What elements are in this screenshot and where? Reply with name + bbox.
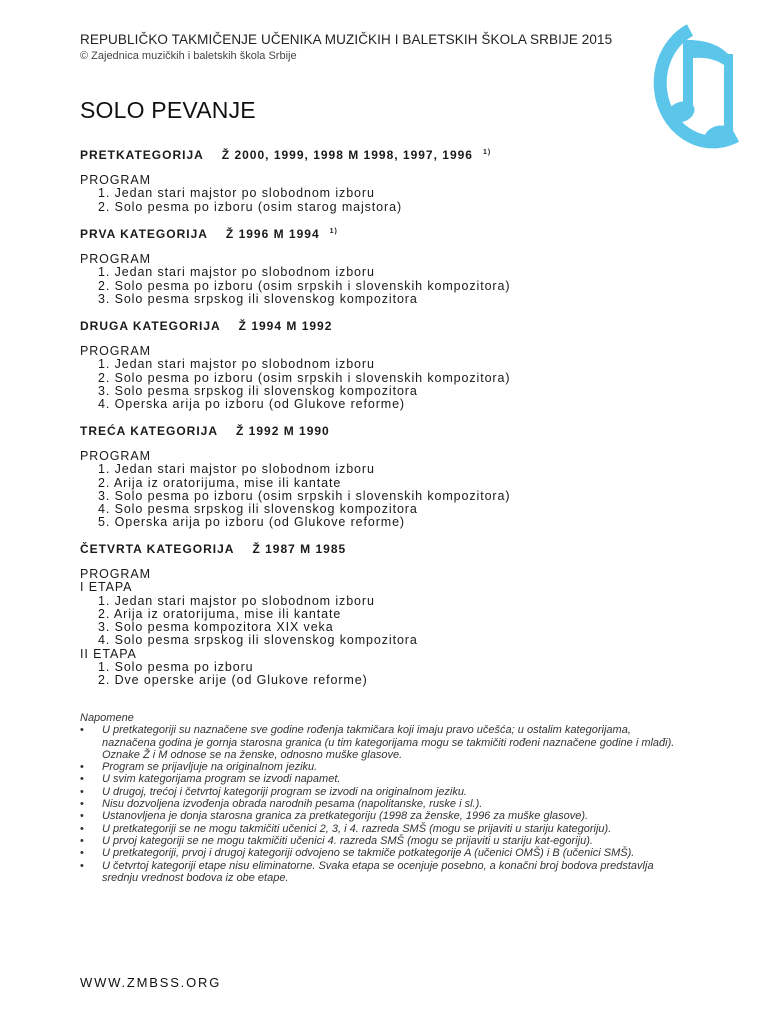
- header-title: REPUBLIČKO TAKMIČENJE UČENIKA MUZIČKIH I BALETSKIH ŠKOLA SRBIJE 2015: [80, 32, 613, 47]
- bullet-icon: •: [80, 810, 84, 823]
- note-text: U drugoj, trećoj i četvrtoj kategoriji program se izvodi na originalnom jeziku.: [102, 785, 467, 798]
- bullet-icon: •: [80, 859, 84, 872]
- program-item: 1. Jedan stari majstor po slobodnom izboru: [98, 357, 375, 372]
- note-text: U svim kategorijama program se izvodi napamet.: [102, 773, 341, 786]
- note-item: [80, 823, 684, 835]
- program-item: 2. Solo pesma po izboru (osim starog majstora): [98, 199, 403, 214]
- program-list: [80, 345, 700, 411]
- note-item: [80, 786, 684, 798]
- category-pre: [80, 148, 700, 214]
- category-years: Ž 1996 M 1994: [225, 227, 320, 241]
- program-item: 3. Solo pesma srpskog ili slovenskog kompozitora: [98, 383, 418, 398]
- stage-label: I ETAPA: [80, 580, 133, 595]
- program-item: 3. Solo pesma po izboru (osim srpskih i slovenskih kompozitora): [98, 488, 511, 503]
- category-third: [80, 424, 700, 530]
- footnote-mark: 1): [329, 228, 338, 235]
- note-item: [80, 835, 684, 847]
- note-text: U pretkategoriji, prvoj i drugoj kategoriji odvojeno se takmiče potkategorije A (učenici OMŠ) i B (učenici SMŠ).: [102, 847, 635, 860]
- category-name: TREĆA KATEGORIJA: [80, 424, 219, 438]
- note-item: [80, 860, 684, 885]
- category-heading: [80, 542, 700, 556]
- stage-label: II ETAPA: [80, 646, 137, 661]
- program-item: 4. Solo pesma srpskog ili slovenskog kompozitora: [98, 502, 418, 517]
- program-item: 2. Arija iz oratorijuma, mise ili kantate: [98, 606, 342, 621]
- category-first: [80, 227, 700, 306]
- program-item: 1. Jedan stari majstor po slobodnom izboru: [98, 462, 375, 477]
- note-item: [80, 847, 684, 859]
- category-name: PRETKATEGORIJA: [80, 148, 204, 162]
- program-item: 2. Solo pesma po izboru (osim srpskih i slovenskih kompozitora): [98, 278, 511, 293]
- category-name: DRUGA KATEGORIJA: [80, 319, 221, 333]
- category-years: Ž 1992 M 1990: [236, 424, 330, 438]
- page-title: SOLO PEVANJE: [80, 97, 256, 123]
- note-text: U pretkategoriji su naznačene sve godine rođenja takmičara koji imaju pravo učešća; u ostalim kategorijama, naznačena godina je gornja starosna granica (u tim kategorijama mogu se takmičiti rođeni naznačene godine i mlađi). Oznake Ž i M odnose se na ženske, odnosno muške glasove.: [102, 724, 675, 761]
- note-text: Program se prijavljuje na originalnom jeziku.: [102, 761, 318, 774]
- notes-label: Napomene: [80, 712, 134, 724]
- program-item: 1. Jedan stari majstor po slobodnom izboru: [98, 593, 375, 608]
- category-name: PRVA KATEGORIJA: [80, 227, 208, 241]
- category-heading: [80, 227, 700, 241]
- bullet-icon: •: [80, 834, 84, 847]
- category-years: Ž 1987 M 1985: [252, 542, 347, 556]
- notes-list: [80, 724, 684, 884]
- note-text: Nisu dozvoljena izvođenja obrada narodnih pesama (napolitanske, ruske i sl.).: [102, 798, 483, 811]
- category-years: Ž 2000, 1999, 1998 M 1998, 1997, 1996: [221, 148, 473, 162]
- program-item: 5. Operska arija po izboru (od Glukove reforme): [98, 515, 405, 530]
- category-heading: [80, 148, 700, 162]
- category-heading: [80, 319, 700, 333]
- note-item: [80, 761, 684, 773]
- note-item: [80, 773, 684, 785]
- program-item: 3. Solo pesma srpskog ili slovenskog kompozitora: [98, 291, 418, 306]
- note-text: Ustanovljena je donja starosna granica za pretkategoriju (1998 za ženske, 1996 za muške glasove).: [102, 810, 589, 823]
- note-item: [80, 798, 684, 810]
- category-fourth: [80, 542, 700, 688]
- note-item: [80, 724, 684, 761]
- program-item: 1. Jedan stari majstor po slobodnom izboru: [98, 265, 375, 280]
- program-label: PROGRAM: [80, 344, 151, 358]
- program-item: 2. Dve operske arije (od Glukove reforme): [98, 673, 368, 688]
- bullet-icon: •: [80, 798, 84, 811]
- bullet-icon: •: [80, 822, 84, 835]
- category-years: Ž 1994 M 1992: [238, 319, 333, 333]
- program-list: [80, 253, 700, 306]
- program-item: 1. Solo pesma po izboru: [98, 660, 254, 675]
- note-text: U prvoj kategoriji se ne mogu takmičiti učenici 4. razreda SMŠ (mogu se prijaviti u stariju kat-egoriju).: [102, 834, 593, 847]
- program-label: PROGRAM: [80, 252, 151, 266]
- program-item: 3. Solo pesma kompozitora XIX veka: [98, 620, 334, 635]
- program-label: PROGRAM: [80, 173, 151, 187]
- note-item: [80, 810, 684, 822]
- bullet-icon: •: [80, 761, 84, 774]
- bullet-icon: •: [80, 724, 84, 737]
- category-name: ČETVRTA KATEGORIJA: [80, 542, 235, 556]
- note-text: U četvrtoj kategoriji etape nisu eliminatorne. Svaka etapa se ocenjuje posebno, a konačni broj bodova predstavlja srednju vrednost bodova iz obe etape.: [102, 859, 654, 884]
- program-item: 2. Arija iz oratorijuma, mise ili kantate: [98, 475, 342, 490]
- program-label: PROGRAM: [80, 567, 151, 581]
- program-item: 2. Solo pesma po izboru (osim srpskih i slovenskih kompozitora): [98, 370, 511, 385]
- notes-section: [80, 712, 684, 884]
- bullet-icon: •: [80, 847, 84, 860]
- note-text: U pretkategoriji se ne mogu takmičiti učenici 2, 3, i 4. razreda SMŠ (mogu se prijaviti u stariju kategoriju).: [102, 822, 612, 835]
- bullet-icon: •: [80, 785, 84, 798]
- category-heading: [80, 424, 700, 438]
- program-item: 4. Solo pesma srpskog ili slovenskog kompozitora: [98, 633, 418, 648]
- category-second: [80, 319, 700, 411]
- program-item: 4. Operska arija po izboru (od Glukove reforme): [98, 397, 405, 412]
- bullet-icon: •: [80, 773, 84, 786]
- footnote-mark: 1): [482, 149, 492, 156]
- program-list: [80, 568, 700, 688]
- program-item: 1. Jedan stari majstor po slobodnom izboru: [98, 186, 375, 201]
- music-note-logo-icon: [618, 18, 752, 154]
- program-list: [80, 450, 700, 530]
- header-copyright: © Zajednica muzičkih i baletskih škola Srbije: [80, 50, 297, 62]
- footer-website-link[interactable]: WWW.ZMBSS.ORG: [80, 975, 222, 990]
- program-label: PROGRAM: [80, 449, 151, 463]
- program-list: [80, 174, 700, 214]
